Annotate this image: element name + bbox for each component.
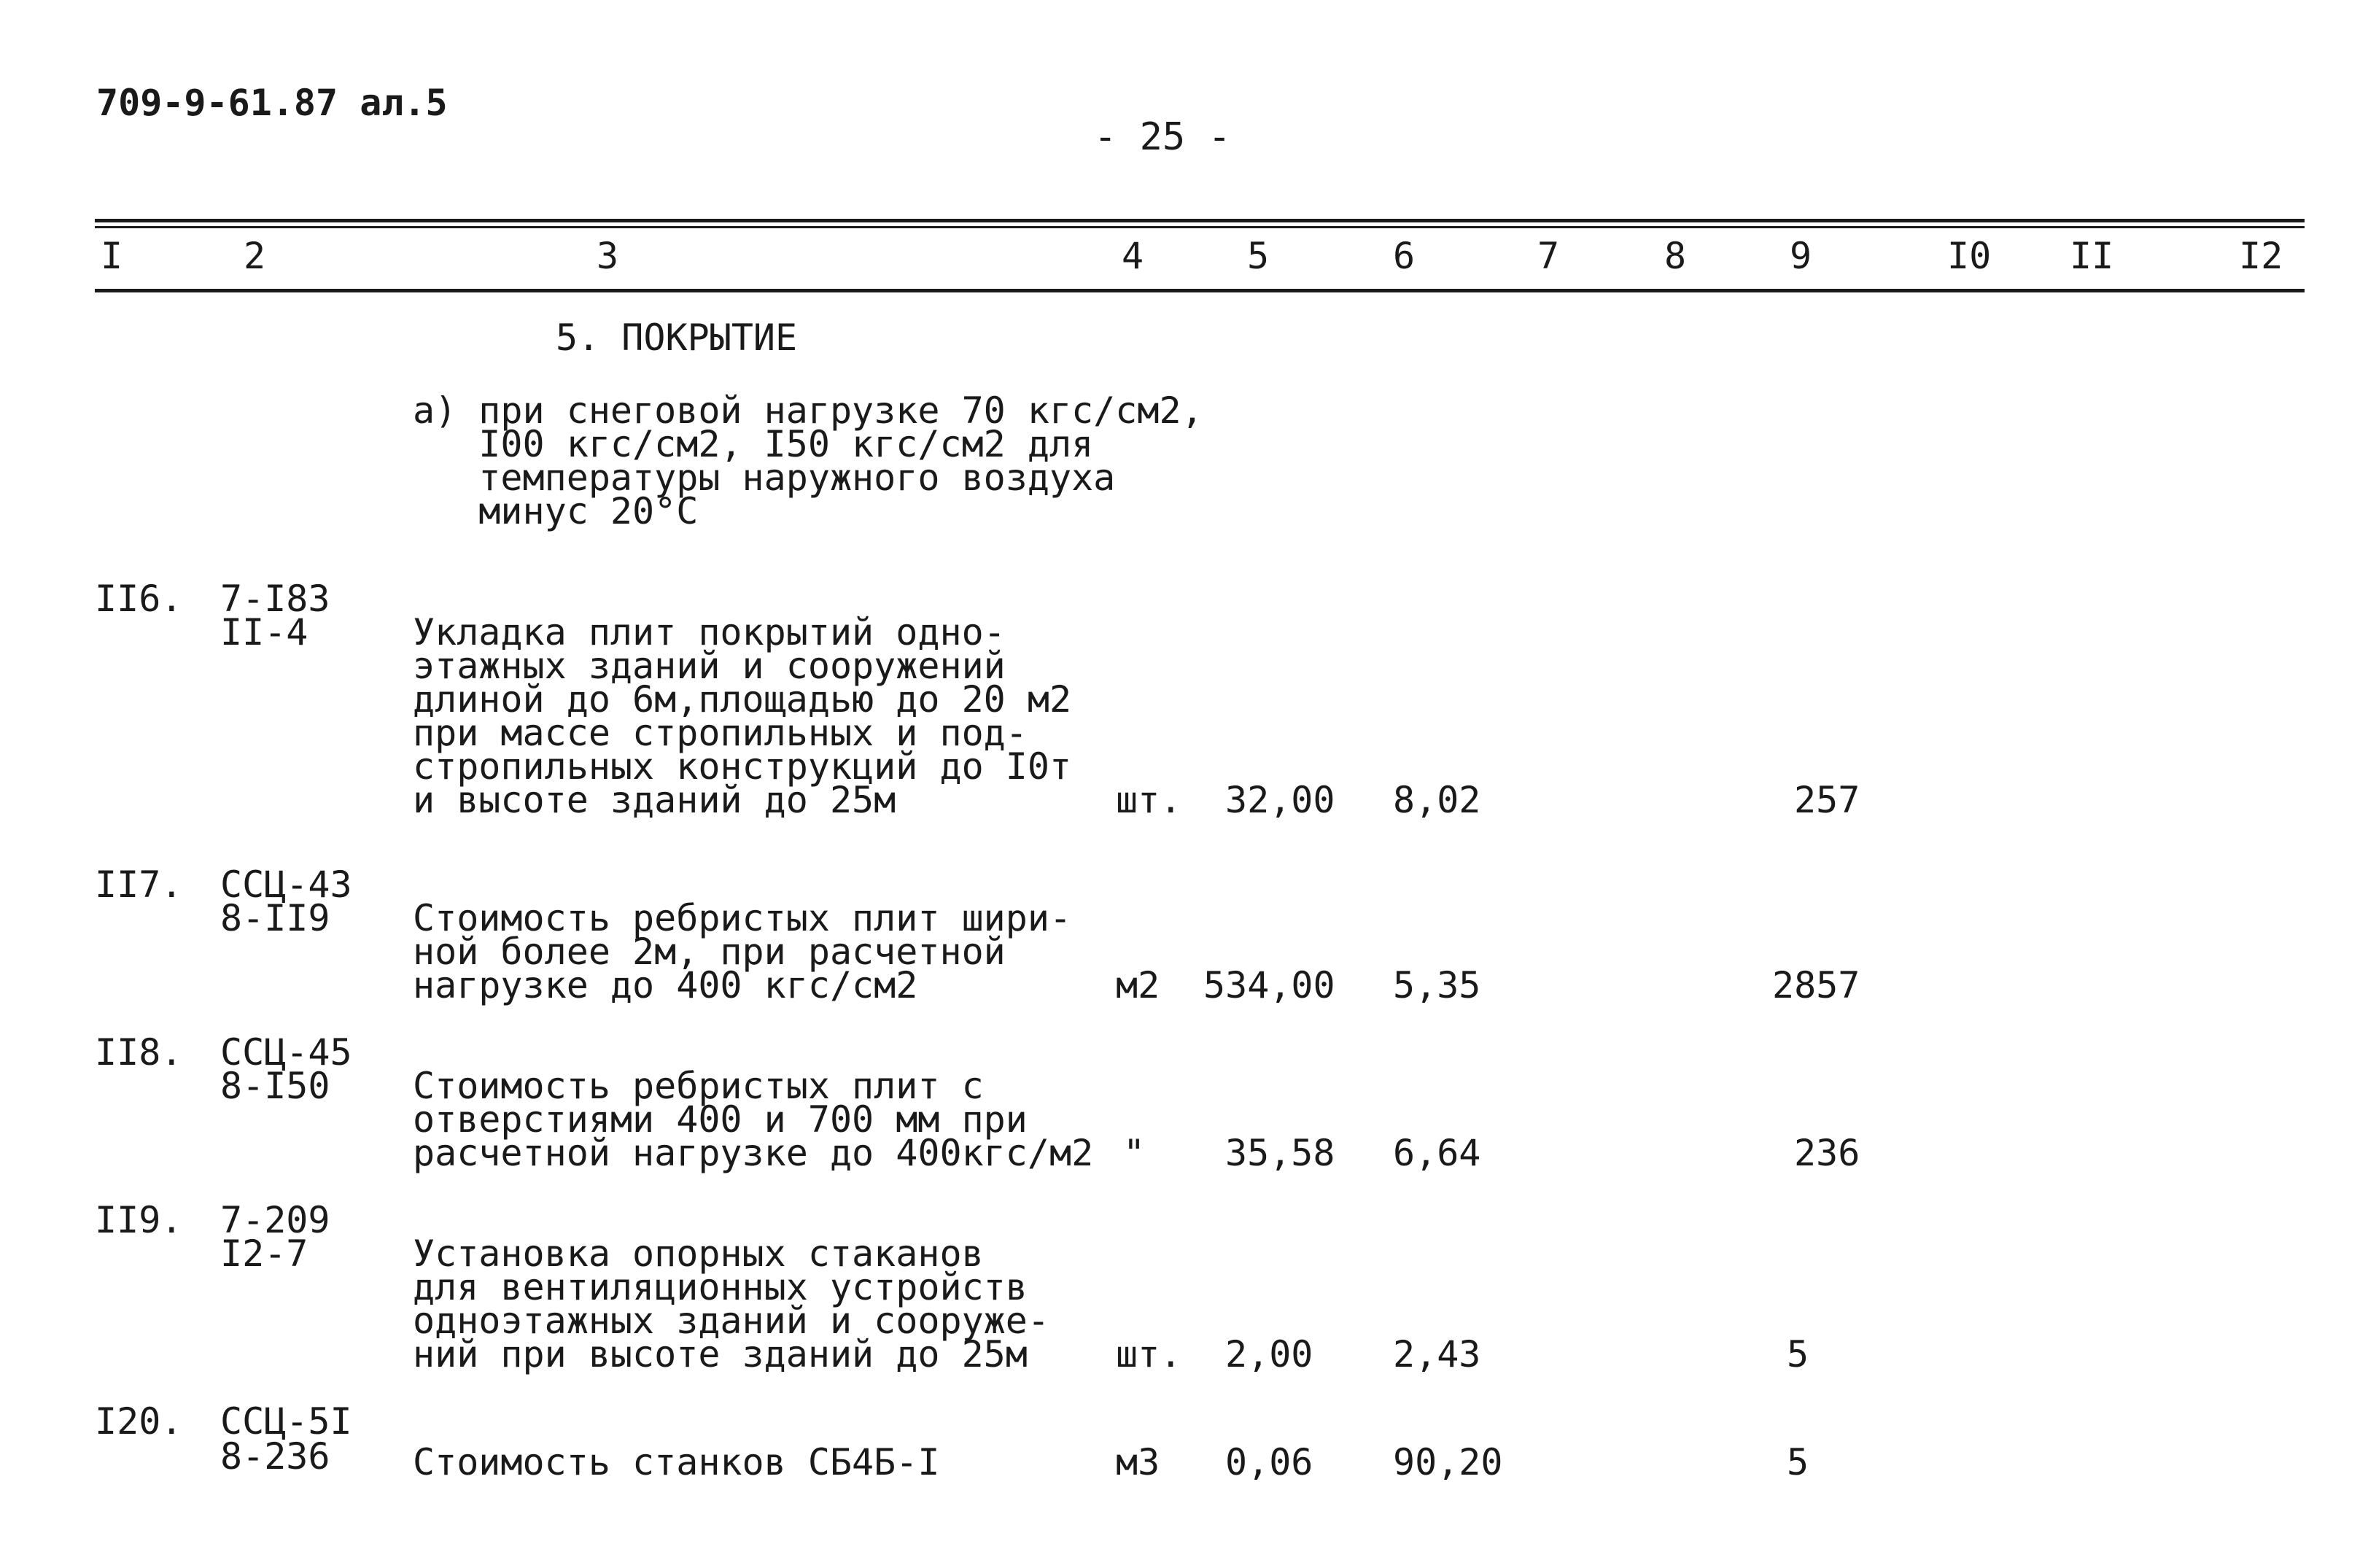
- unit-price: 90,20: [1393, 1441, 1503, 1483]
- work-description: Стоимость ребристых плит с отверстиями 400 и 700 мм при расчетной нагрузке до 400кгс/м2: [413, 1065, 1094, 1174]
- total-cost: 236: [1794, 1132, 1860, 1174]
- row-number: II6.: [95, 578, 183, 620]
- unit-price: 2,43: [1393, 1333, 1481, 1375]
- column-header-8: 8: [1664, 235, 1687, 277]
- total-cost: 5: [1787, 1441, 1809, 1483]
- work-description: Установка опорных стаканов для вентиляционных устройств одноэтажных зданий и сооруже- ний при высоте зданий до 25м: [413, 1233, 1049, 1375]
- column-header-12: I2: [2239, 235, 2283, 277]
- section-title: 5. ПОКРЫТИЕ: [556, 317, 798, 359]
- column-header-7: 7: [1537, 235, 1560, 277]
- resource-code: 7-209: [220, 1199, 330, 1241]
- price-position: II-4: [220, 611, 308, 653]
- price-position: 8-236: [220, 1435, 330, 1478]
- resource-code: ССЦ-5I: [220, 1400, 352, 1443]
- price-position: 8-I50: [220, 1065, 330, 1107]
- total-cost: 2857: [1772, 964, 1860, 1006]
- quantity: 534,00: [1203, 964, 1335, 1006]
- page-number: - 25 -: [1094, 115, 1231, 159]
- resource-code: ССЦ-43: [220, 863, 352, 906]
- total-cost: 257: [1794, 779, 1860, 821]
- table-header-rule: [95, 289, 2305, 292]
- total-cost: 5: [1787, 1333, 1809, 1375]
- column-header-1: I: [101, 235, 123, 277]
- table-top-rule-thin: [95, 226, 2305, 228]
- work-description: Стоимость ребристых плит шири- ной более 2м, при расчетной нагрузке до 400 кгс/см2: [413, 897, 1072, 1006]
- quantity: 35,58: [1225, 1132, 1335, 1174]
- price-position: I2-7: [220, 1233, 308, 1275]
- resource-code: 7-I83: [220, 578, 330, 620]
- unit: шт.: [1116, 779, 1182, 821]
- table-top-rule: [95, 219, 2305, 222]
- section-subtitle: а) при снеговой нагрузке 70 кгс/см2, I00 кгс/см2, I50 кгс/см2 для температуры наружного воздуха минус 20°С: [413, 389, 1203, 532]
- column-header-10: I0: [1947, 235, 1992, 277]
- column-header-2: 2: [244, 235, 266, 277]
- price-position: 8-II9: [220, 897, 330, 939]
- unit: м3: [1116, 1441, 1160, 1483]
- quantity: 0,06: [1225, 1441, 1313, 1483]
- work-description: Укладка плит покрытий одно- этажных зданий и сооружений длиной до 6м,площадью до 20 м2 при массе стропильных и под- стропильных конструкций до I0т и высоте зданий до 25м: [413, 611, 1072, 821]
- row-number: I20.: [95, 1400, 183, 1443]
- column-header-5: 5: [1247, 235, 1270, 277]
- row-number: II9.: [95, 1199, 183, 1241]
- column-header-3: 3: [597, 235, 619, 277]
- row-number: II7.: [95, 863, 183, 906]
- work-description: Стоимость станков СБ4Б-I: [413, 1441, 940, 1483]
- unit-price: 5,35: [1393, 964, 1481, 1006]
- column-header-9: 9: [1790, 235, 1812, 277]
- unit: м2: [1116, 964, 1160, 1006]
- unit: шт.: [1116, 1333, 1182, 1375]
- unit-price: 8,02: [1393, 779, 1481, 821]
- resource-code: ССЦ-45: [220, 1031, 352, 1074]
- document-code: 709-9-61.87 ал.5: [96, 82, 448, 124]
- quantity: 2,00: [1225, 1333, 1313, 1375]
- quantity: 32,00: [1225, 779, 1335, 821]
- row-number: II8.: [95, 1031, 183, 1074]
- unit-price: 6,64: [1393, 1132, 1481, 1174]
- column-header-6: 6: [1393, 235, 1416, 277]
- column-header-4: 4: [1122, 235, 1144, 277]
- unit-ditto: ": [1123, 1132, 1146, 1174]
- column-header-11: II: [2070, 235, 2114, 277]
